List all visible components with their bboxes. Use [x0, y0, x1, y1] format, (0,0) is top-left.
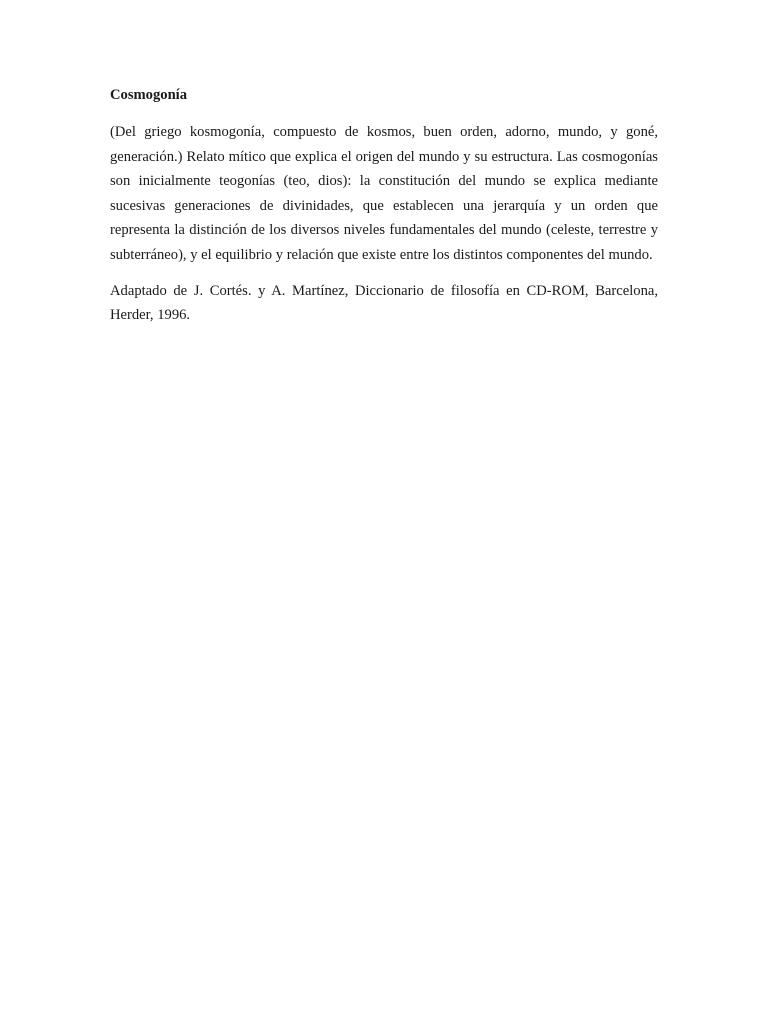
- source-citation: Adaptado de J. Cortés. y A. Martínez, Diccionario de filosofía en CD-ROM, Barcelona, Herder, 1996.: [110, 282, 658, 324]
- document-body: [110, 84, 658, 339]
- document-title: Cosmogonía: [110, 87, 188, 103]
- definition-paragraph: (Del griego kosmogonía, compuesto de kosmos, buen orden, adorno, mundo, y goné, generación.) Relato mítico que explica el origen del mundo y su estructura. Las cosmogonías son inicialmente teogonías (teo, dios): la constitución del mundo se explica mediante sucesivas generaciones de divinidades, que establecen una jerarquía y un orden que representa la distinción de los diversos niveles fundamentales del mundo (celeste, terrestre y subterráneo), y el equilibrio y relación que existe entre los distintos componentes del mundo.: [110, 124, 658, 263]
